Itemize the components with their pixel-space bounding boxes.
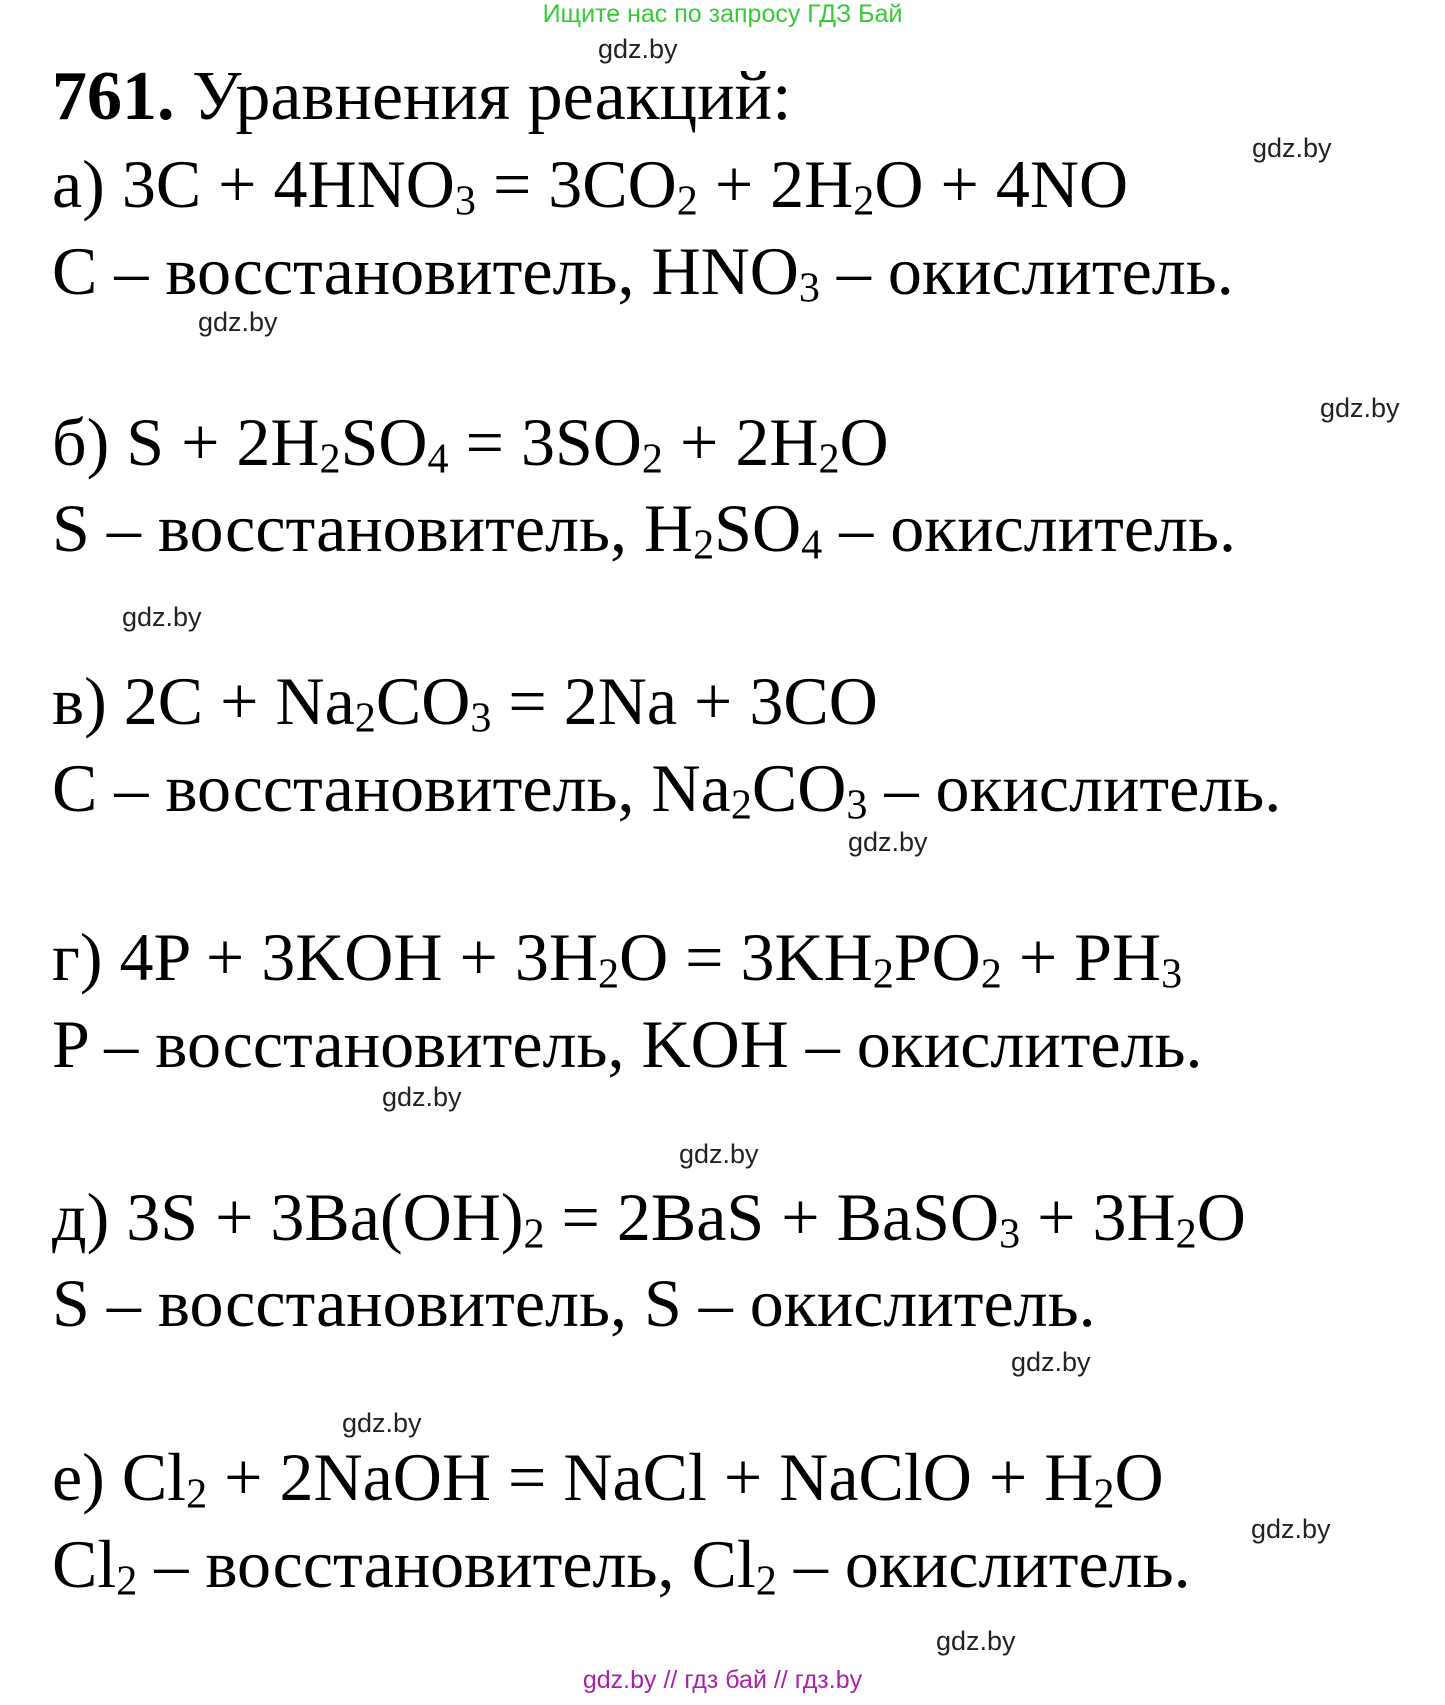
watermark: gdz.by [382, 1082, 462, 1112]
watermark: gdz.by [198, 307, 278, 337]
watermark: gdz.by [1252, 133, 1332, 163]
watermark: gdz.by [1251, 1514, 1331, 1544]
roles-g: P – восстановитель, KOH – окислитель. [52, 1006, 1203, 1082]
watermark: gdz.by [342, 1408, 422, 1438]
task-heading [52, 58, 792, 135]
equation-a: а) $3C + 4HNO_3 = 3CO_2 + 2H_2O + 4NO$ [52, 146, 1129, 225]
equation-g: г) $4P + 3KOH + 3H_2O = 3KH_2PO_2 + PH_3$ [52, 919, 1183, 998]
task-number: 761. [52, 58, 175, 135]
task-title: Уравнения реакций: [192, 58, 792, 135]
watermark: gdz.by [598, 34, 678, 64]
equation-b: б) $S + 2H_2SO_4 = 3SO_2 + 2H_2O$ [52, 404, 889, 483]
watermark: gdz.by [1320, 393, 1400, 423]
section-letter: в) [52, 663, 107, 739]
roles-e: $Cl_2$ – восстановитель, $Cl_2$ – окислитель. [52, 1526, 1191, 1605]
watermark: gdz.by [1011, 1347, 1091, 1377]
watermark: gdz.by [848, 827, 928, 857]
equation-v: в) $2C + Na_2CO_3 = 2Na + 3CO$ [52, 663, 878, 742]
section-letter: е) [52, 1439, 105, 1515]
watermark: gdz.by [936, 1626, 1016, 1656]
roles-d: S – восстановитель, S – окислитель. [52, 1265, 1096, 1341]
watermark: gdz.by [122, 602, 202, 632]
equation-d: д) $3S + 3Ba(OH)_2 = 2BaS$ + BaSO$_3$ + $3H_2O$ [52, 1179, 1246, 1258]
roles-b: S – восстановитель, $H_2SO_4$ – окислитель. [52, 490, 1236, 569]
section-letter: б) [52, 404, 110, 480]
section-letter: д) [52, 1179, 110, 1255]
roles-a: C – восстановитель, $HNO_3$ – окислитель. [52, 233, 1234, 312]
watermark: gdz.by [679, 1139, 759, 1169]
top-banner[interactable]: Ищите нас по запросу ГДЗ Бай [542, 0, 903, 28]
section-letter: г) [52, 919, 103, 995]
equation-e: е) $Cl_2$ + 2NaOH = NaCl + NaClO + $H_2O$ [52, 1439, 1164, 1518]
roles-v: C – восстановитель, $Na_2CO_3$ – окислитель. [52, 750, 1282, 829]
bottom-banner[interactable]: gdz.by // гдз бай // гдз.by [582, 1666, 863, 1694]
section-letter: а) [52, 146, 105, 222]
